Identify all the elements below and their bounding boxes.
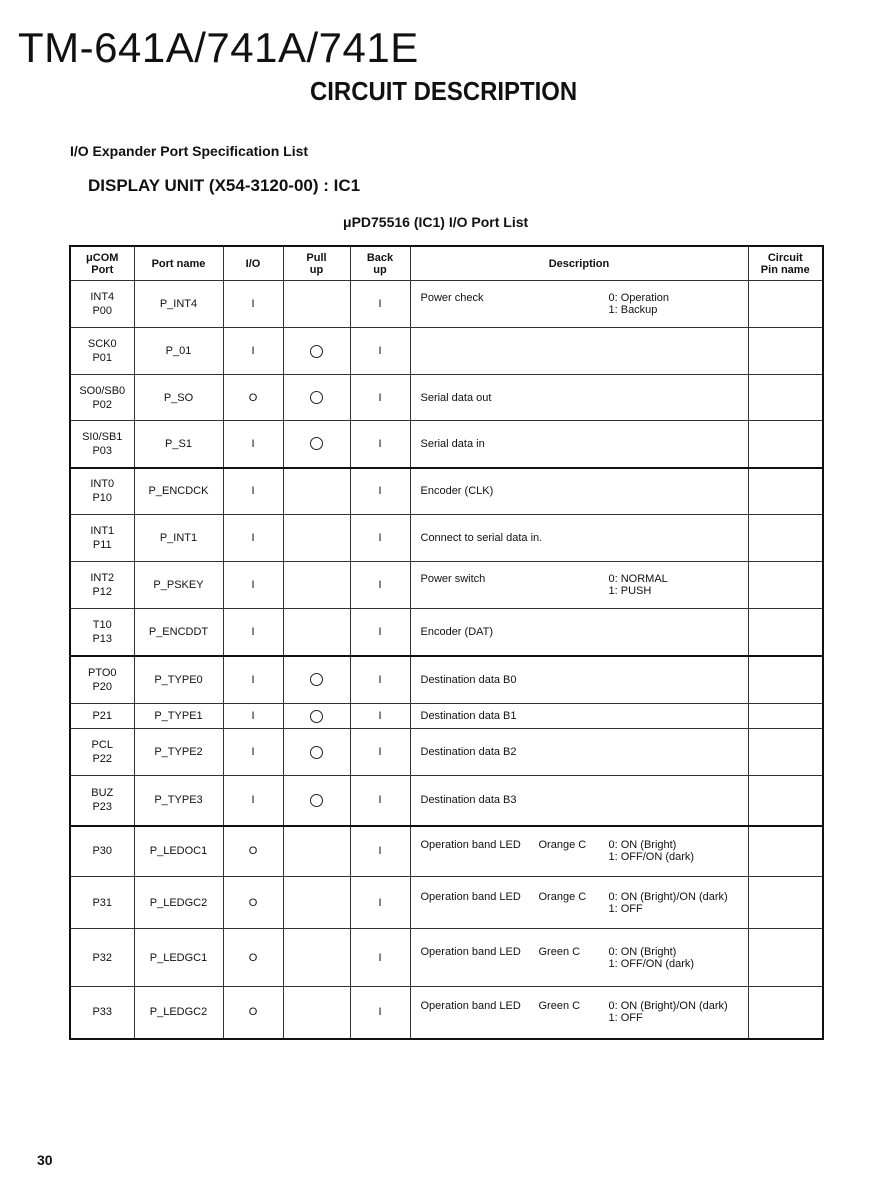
cell-io: I	[223, 776, 283, 826]
table-row	[70, 468, 823, 515]
col-port-name: Port name	[134, 246, 223, 281]
cell-port-name: P_SO	[134, 375, 223, 421]
cell-circuit-pin	[748, 877, 823, 929]
pull-up-circle-icon	[310, 794, 323, 807]
cell-back-up: I	[350, 375, 410, 421]
cell-pull-up	[283, 826, 350, 877]
cell-io: I	[223, 704, 283, 729]
cell-ucom-port: P31	[70, 877, 134, 929]
cell-ucom-port: SCK0 P01	[70, 328, 134, 375]
table-row	[70, 877, 823, 929]
col-io: I/O	[223, 246, 283, 281]
cell-circuit-pin	[748, 421, 823, 468]
cell-back-up: I	[350, 826, 410, 877]
cell-description: Serial data out	[410, 375, 748, 421]
cell-port-name: P_TYPE0	[134, 656, 223, 704]
cell-ucom-port: INT2 P12	[70, 562, 134, 609]
table-header-row	[70, 246, 823, 281]
page-number: 30	[37, 1152, 53, 1168]
cell-circuit-pin	[748, 704, 823, 729]
cell-pull-up	[283, 421, 350, 468]
cell-description: Destination data B3	[410, 776, 748, 826]
cell-pull-up	[283, 776, 350, 826]
section-title: CIRCUIT DESCRIPTION	[310, 76, 578, 106]
cell-ucom-port: INT4 P00	[70, 281, 134, 328]
cell-io: I	[223, 328, 283, 375]
cell-circuit-pin	[748, 826, 823, 877]
cell-ucom-port: BUZ P23	[70, 776, 134, 826]
table-row	[70, 704, 823, 729]
cell-port-name: P_PSKEY	[134, 562, 223, 609]
cell-description: Operation band LED Orange C 0: ON (Bright)/ON (dark) 1: OFF	[410, 877, 748, 929]
cell-description: Destination data B2	[410, 729, 748, 776]
cell-description: Power check 0: Operation 1: Backup	[410, 281, 748, 328]
cell-port-name: P_LEDGC2	[134, 987, 223, 1039]
cell-back-up: I	[350, 562, 410, 609]
cell-back-up: I	[350, 877, 410, 929]
cell-circuit-pin	[748, 515, 823, 562]
cell-circuit-pin	[748, 987, 823, 1039]
cell-back-up: I	[350, 987, 410, 1039]
cell-back-up: I	[350, 776, 410, 826]
cell-description: Destination data B1	[410, 704, 748, 729]
cell-port-name: P_ENCDCK	[134, 468, 223, 515]
col-ucom-port: μCOM Port	[70, 246, 134, 281]
cell-pull-up	[283, 729, 350, 776]
cell-back-up: I	[350, 281, 410, 328]
cell-back-up: I	[350, 609, 410, 656]
table-row	[70, 826, 823, 877]
cell-port-name: P_S1	[134, 421, 223, 468]
cell-back-up: I	[350, 468, 410, 515]
table-row	[70, 328, 823, 375]
col-back-up: Back up	[350, 246, 410, 281]
cell-io: I	[223, 515, 283, 562]
cell-description: Operation band LED Orange C 0: ON (Bright) 1: OFF/ON (dark)	[410, 826, 748, 877]
table-row	[70, 515, 823, 562]
cell-circuit-pin	[748, 729, 823, 776]
cell-io: I	[223, 729, 283, 776]
cell-io: I	[223, 421, 283, 468]
cell-back-up: I	[350, 656, 410, 704]
cell-back-up: I	[350, 515, 410, 562]
cell-ucom-port: SO0/SB0 P02	[70, 375, 134, 421]
cell-io: I	[223, 609, 283, 656]
cell-description: Power switch 0: NORMAL 1: PUSH	[410, 562, 748, 609]
cell-circuit-pin	[748, 328, 823, 375]
cell-ucom-port: INT0 P10	[70, 468, 134, 515]
cell-description: Encoder (CLK)	[410, 468, 748, 515]
cell-description: Operation band LED Green C 0: ON (Bright) 1: OFF/ON (dark)	[410, 929, 748, 987]
table-row	[70, 375, 823, 421]
cell-io: I	[223, 468, 283, 515]
col-description: Description	[410, 246, 748, 281]
cell-io: O	[223, 877, 283, 929]
cell-port-name: P_TYPE2	[134, 729, 223, 776]
pull-up-circle-icon	[310, 391, 323, 404]
table-row	[70, 562, 823, 609]
cell-circuit-pin	[748, 468, 823, 515]
cell-pull-up	[283, 929, 350, 987]
cell-pull-up	[283, 704, 350, 729]
table-body	[70, 281, 823, 1039]
cell-ucom-port: INT1 P11	[70, 515, 134, 562]
pull-up-circle-icon	[310, 746, 323, 759]
cell-description: Destination data B0	[410, 656, 748, 704]
table-row	[70, 776, 823, 826]
cell-pull-up	[283, 375, 350, 421]
pull-up-circle-icon	[310, 710, 323, 723]
list-title: I/O Expander Port Specification List	[70, 143, 309, 159]
cell-port-name: P_TYPE1	[134, 704, 223, 729]
cell-ucom-port: SI0/SB1 P03	[70, 421, 134, 468]
cell-io: I	[223, 562, 283, 609]
cell-back-up: I	[350, 729, 410, 776]
pull-up-circle-icon	[310, 345, 323, 358]
cell-description: Operation band LED Green C 0: ON (Bright)/ON (dark) 1: OFF	[410, 987, 748, 1039]
cell-ucom-port: PTO0 P20	[70, 656, 134, 704]
model-title: TM-641A/741A/741E	[18, 24, 419, 71]
col-pull-up: Pull up	[283, 246, 350, 281]
cell-ucom-port: P32	[70, 929, 134, 987]
table-row	[70, 929, 823, 987]
cell-back-up: I	[350, 421, 410, 468]
cell-back-up: I	[350, 929, 410, 987]
cell-port-name: P_INT1	[134, 515, 223, 562]
cell-pull-up	[283, 656, 350, 704]
table-row	[70, 987, 823, 1039]
table-row	[70, 281, 823, 328]
cell-ucom-port: P33	[70, 987, 134, 1039]
port-table	[69, 245, 824, 1040]
table-row	[70, 729, 823, 776]
cell-pull-up	[283, 328, 350, 375]
table-row	[70, 421, 823, 468]
cell-description: Serial data in	[410, 421, 748, 468]
cell-circuit-pin	[748, 929, 823, 987]
cell-back-up: I	[350, 704, 410, 729]
cell-ucom-port: T10 P13	[70, 609, 134, 656]
pull-up-circle-icon	[310, 437, 323, 450]
cell-port-name: P_TYPE3	[134, 776, 223, 826]
cell-pull-up	[283, 987, 350, 1039]
cell-pull-up	[283, 468, 350, 515]
table-row	[70, 656, 823, 704]
cell-port-name: P_01	[134, 328, 223, 375]
cell-circuit-pin	[748, 609, 823, 656]
cell-back-up: I	[350, 328, 410, 375]
cell-pull-up	[283, 877, 350, 929]
unit-title: DISPLAY UNIT (X54-3120-00) : IC1	[88, 176, 361, 195]
cell-description: Encoder (DAT)	[410, 609, 748, 656]
cell-ucom-port: PCL P22	[70, 729, 134, 776]
cell-description	[410, 328, 748, 375]
cell-io: I	[223, 656, 283, 704]
cell-circuit-pin	[748, 281, 823, 328]
cell-ucom-port: P30	[70, 826, 134, 877]
cell-port-name: P_INT4	[134, 281, 223, 328]
cell-pull-up	[283, 609, 350, 656]
cell-pull-up	[283, 281, 350, 328]
cell-circuit-pin	[748, 776, 823, 826]
cell-pull-up	[283, 562, 350, 609]
cell-io: O	[223, 826, 283, 877]
cell-io: O	[223, 375, 283, 421]
cell-io: I	[223, 281, 283, 328]
cell-ucom-port: P21	[70, 704, 134, 729]
table-row	[70, 609, 823, 656]
cell-circuit-pin	[748, 375, 823, 421]
cell-circuit-pin	[748, 656, 823, 704]
cell-io: O	[223, 987, 283, 1039]
cell-pull-up	[283, 515, 350, 562]
port-list-title: μPD75516 (IC1) I/O Port List	[343, 214, 529, 230]
cell-io: O	[223, 929, 283, 987]
cell-port-name: P_LEDGC2	[134, 877, 223, 929]
pull-up-circle-icon	[310, 673, 323, 686]
cell-description: Connect to serial data in.	[410, 515, 748, 562]
col-circuit-pin: Circuit Pin name	[748, 246, 823, 281]
cell-port-name: P_LEDOC1	[134, 826, 223, 877]
cell-port-name: P_LEDGC1	[134, 929, 223, 987]
cell-port-name: P_ENCDDT	[134, 609, 223, 656]
cell-circuit-pin	[748, 562, 823, 609]
